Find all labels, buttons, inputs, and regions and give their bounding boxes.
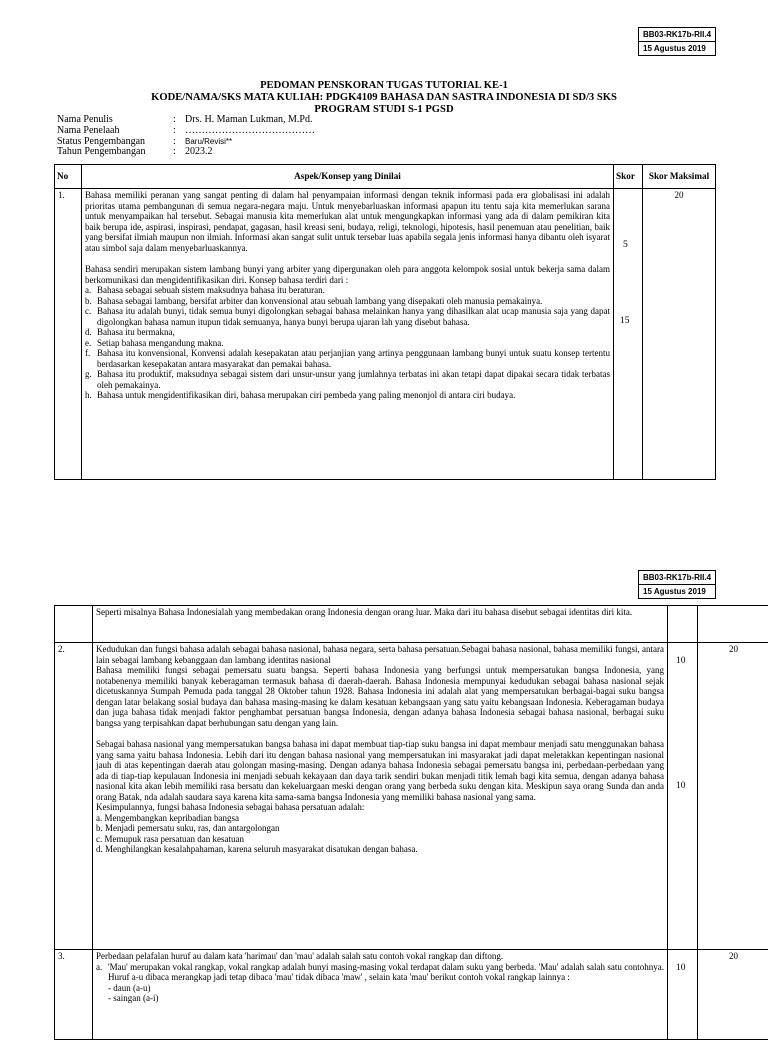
table-header-row [55,165,716,189]
list-item: b. Menjadi pemersatu suku, ras, dan antargolongan [96,823,664,834]
table-row [55,606,768,643]
example-item: - saingan (a-i) [96,993,664,1004]
score-cell [668,643,698,950]
answer-paragraph: Kedudukan dan fungsi bahasa adalah sebagai bahasa nasional, bahasa negara, serta bahasa persatuan.Sebagai bahasa nasional, bahasa memiliki fungsi, antara lain sebagai lambang kebanggaan dan lambang identitas nasional [96,644,664,665]
list-item: a. 'Mau' merupakan vokal rangkap, vokal rangkap adalah bunyi masing-masing vokal terdapat dalam suku yang berbeda. 'Mau' adalah salah satu contohnya. Huruf a-u dibaca merangkap jadi tetap dibaca 'mau' tidak dibaca 'maw' , selain kata 'mau' berikut contoh vokal rangkap lainnya : [96,962,664,983]
header-aspect: Aspek/Konsep yang Dinilai [82,165,614,189]
list-item: b. Bahasa sebagai lambang, bersifat arbiter dan konvensional atau sebuah lambang yang disepakati oleh manusia pemakainya. [85,296,610,307]
heading-line-2: KODE/NAMA/SKS MATA KULIAH: PDGK4109 BAHASA DAN SASTRA INDONESIA DI SD/3 SKS [0,92,768,104]
document-code-box [638,570,716,599]
max-score-cell [643,189,716,480]
year-value: 2023.2 [185,147,213,158]
header-max-score: Skor Maksimal [643,165,716,189]
score-value: 15 [620,316,630,327]
list-item: a. Bahasa sebagai sebuah sistem maksudnya bahasa itu beraturan. [85,285,610,296]
answer-paragraph: Kesimpulannya, fungsi bahasa Indonesia sebagai bahasa persatuan adalah: [96,802,664,813]
reviewer-value: ………………………………… [185,126,315,137]
table-row [55,950,768,1040]
document-code: BB03-RK17b-RII.4 [639,571,715,584]
status-label: Status Pengembangan [57,137,173,148]
example-item: - daun (a-u) [96,983,664,994]
document-code-box [638,27,716,56]
max-score-cell [698,950,768,1040]
document-code: BB03-RK17b-RII.4 [639,28,715,41]
score-value: 10 [676,656,686,667]
document-metadata: Nama Penulis : Drs. H. Maman Lukman, M.Pd. Nama Penelaah : ………………………………… Status Pengembangan : Baru/Revisi** Tahun Pengembangan : 2023.2 [57,115,315,158]
year-label: Tahun Pengembangan [57,147,173,158]
list-item: d. Bahasa itu bermakna, [85,327,610,338]
score-cell [614,189,643,480]
answer-paragraph: Sebagai bahasa nasional yang mempersatukan bangsa bahasa ini dapat membuat tiap-tiap suku bangsa ini dapat membaur menjadi satu menggunakan bahasa yang sama yaitu bahasa Indonesia. Lebih dari itu dengan bahasa nasional yang mempersatukan ini masyarakat jadi dapat meletakkan kepentingan nasional jauh di atas kepentingan daerah atau golongan masing-masing. Dengan adanya bahasa Indonesia sebagai pemersatu bangsa ini, perbedaan-perbedaan yang ada di tiap-tiap kepulauan Indonesia ini menjadi sebuah kekayaan dan daya tarik sendiri bukan menjadi titik lemah bagi kita semua, dengan adanya bahasa nasional kita akan lebih memiliki rasa bersatu dan kekeluargaan meski dengan orang yang berbeda suku dengan kita. Meskipun saya orang Sunda dan anda orang Batak, nda adalah saudara saya karena kita sama-sama bangsa Indonesia yang memiliki bahasa nasional yang sama. [96,739,664,802]
max-score-value: 20 [729,644,738,654]
header-no: No [55,165,82,189]
max-score-value: 20 [675,190,684,200]
item-number: 1. [55,189,82,480]
score-value: 10 [676,963,686,974]
scoring-table-page-2 [54,605,768,1040]
answer-paragraph: Perbedaan pelafalan huruf au dalam kata 'harimau' dan 'mau' adalah salah satu contoh vokal rangkap dan diftong. [96,951,664,962]
author-value: Drs. H. Maman Lukman, M.Pd. [185,115,313,126]
answer-paragraph: Bahasa memiliki fungsi sebagai pemersatu suatu bangsa. Seperti bahasa Indonesia yang berfungsi untuk mempersatukan bangsa Indonesia, yang notabenenya memiliki banyak keberagaman termasuk bahasa di daerah-daerah. Bahasa Indonesia mempunyai kedudukan sebagai bahasa nasional sejak dicetuskannya Sumpah Pemuda pada tanggal 28 Oktober tahun 1928. Bahasa Indonesia ini adalah alat yang mempersatukan berbagai-bagai suku bangsa dengan latar belakang sosial budaya dan bahasa masing-masing ke dalam kesatuan kebangsaan yang satu yaitu kebangsaan Indonesia. Keberagaman budaya dan juga bahasa tidak menjadi faktor penghambat persatuan bangsa Indonesia, dengan adanya bahasa Indonesia sebagai bahasa nasional, berbagai suku bangsa yang terpisahkan dapat berhubungan satu dengan yang lain. [96,665,664,728]
list-item: e. Setiap bahasa mengandung makna. [85,338,610,349]
list-item: h. Bahasa untuk mengidentifikasikan diri, bahasa merupakan ciri pembeda yang paling menonjol di antara ciri budaya. [85,390,610,401]
max-score-value: 20 [729,951,738,961]
document-date: 15 Agustus 2019 [639,41,715,55]
list-item: a. Mengembangkan kepribadian bangsa [96,813,664,824]
list-item: f. Bahasa itu konvensional, Konvensi adalah kesepakatan atau perjanjian yang artinya penggunaan lambang bunyi untuk suatu konsep tertentu berdasarkan kesepakatan antara masyarakat dan pemakai bahasa. [85,348,610,369]
list-item: d. Menghilangkan kesalahpahaman, karena seluruh masyarakat disatukan dengan bahasa. [96,844,664,855]
document-date: 15 Agustus 2019 [639,584,715,598]
status-value: Baru/Revisi** [185,137,232,148]
max-score-cell [698,643,768,950]
score-cell [668,950,698,1040]
item-answer [93,950,668,1040]
reviewer-label: Nama Penelaah [57,126,173,137]
list-item: c. Memupuk rasa persatuan dan kesatuan [96,834,664,845]
table-row [55,643,768,950]
table-row [55,189,716,480]
answer-paragraph: Seperti misalnya Bahasa Indonesialah yang membedakan orang Indonesia dengan orang luar. Maka dari itu bahasa disebut sebagai identitas diri kita. [96,607,664,618]
heading-line-1: PEDOMAN PENSKORAN TUGAS TUTORIAL KE-1 [0,80,768,92]
header-score: Skor [614,165,643,189]
item-answer-continued [93,606,668,643]
item-answer [93,643,668,950]
score-value: 5 [623,240,628,251]
list-item: c. Bahasa itu adalah bunyi, tidak semua bunyi digolongkan sebagai bahasa melainkan hanya yang dihasilkan alat ucap manusia saja yang dapat digolongkan bahasa namun itupun tidak semuanya, hanya bunyi berupa ujaran lah yang disebut bahasa. [85,306,610,327]
list-item: g. Bahasa itu produktif, maksudnya sebagai sistem dari unsur-unsur yang jumlahnya terbatas ini akan tetapi dapat dipakai secara tidak terbatas oleh pemakainya. [85,369,610,390]
author-label: Nama Penulis [57,115,173,126]
item-number: 3. [55,950,93,1040]
scoring-table-page-1 [54,164,716,480]
document-heading [0,80,768,116]
heading-line-3: PROGRAM STUDI S-1 PGSD [0,104,768,116]
item-answer [82,189,614,480]
answer-paragraph: Bahasa sendiri merupakan sistem lambang bunyi yang arbiter yang dipergunakan oleh para anggota kelompok sosial untuk bekerja sama dalam berkomunikasi dan mengidentifikasikan diri. Konsep bahasa terdiri dari : [85,264,610,285]
answer-paragraph: Bahasa memiliki peranan yang sangat penting di dalam hal penyampaian informasi dengan teknik informasi pada era globalisasi ini adalah prioritas utama pembangunan di semua negara-negara maju. Untuk menyebarluaskan informasi apapun itu tentu saja kita memerlukan sarana untuk menyampaikan hal tersebut. Sebagai manusia kita memerlukan alat untuk mengungkapkan informasi yang ada di dalam pemikiran kita baik berupa ide, aspirasi, inspirasi, pendapat, gagasan, hasil kreasi seni, budaya, religi, teknologi, hipotesis, hasil penemuan atau penelitian, baik yang bersifat ilmiah maupun non ilmiah. Informasi akan sangat sulit untuk tersebar luas apabila segala jenis informasi hanya dibantu oleh isyarat atau simbol saja dalam menyebarluaskannya. [85,190,610,253]
item-number: 2. [55,643,93,950]
score-value: 10 [676,781,686,792]
